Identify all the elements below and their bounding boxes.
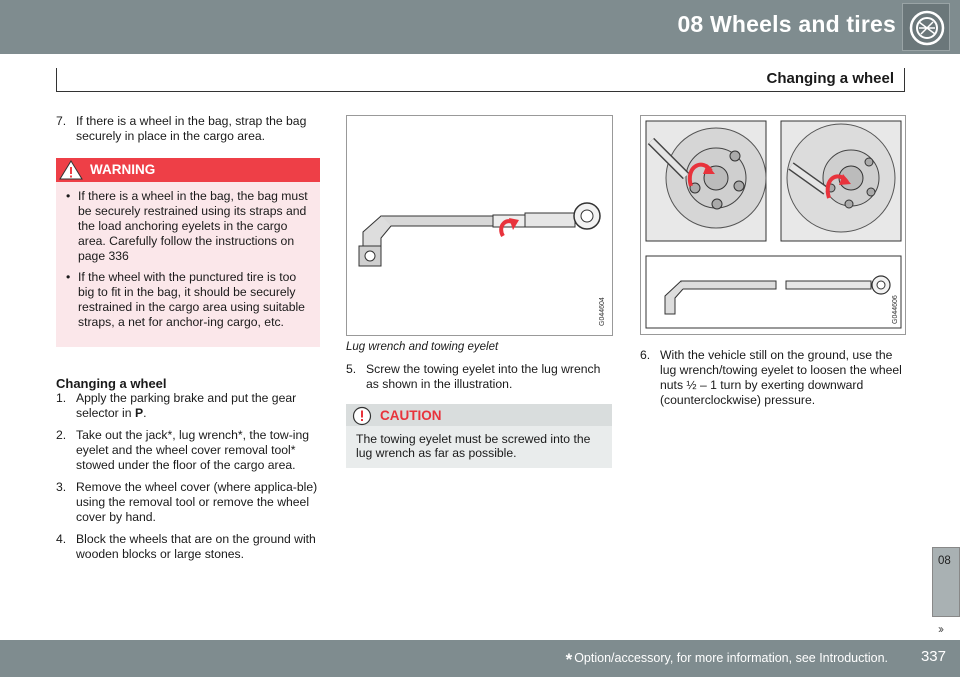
chapter-tab-label: 08 xyxy=(938,555,951,567)
footnote-text: Option/accessory, for more information, see Introduction. xyxy=(574,651,888,665)
chapter-header xyxy=(0,0,960,54)
chapter-title: 08 Wheels and tires xyxy=(677,11,896,37)
warning-icon xyxy=(59,159,83,181)
steps-list xyxy=(56,391,320,569)
page-footer xyxy=(0,640,960,677)
warning-box xyxy=(56,158,320,347)
section-title: Changing a wheel xyxy=(766,70,894,87)
warning-bullet-text: If the wheel with the punctured tire is too big to fit in the bag, it should be securely restrained in the cargo area using suitable straps, a net for anchor-ing cargo, etc. xyxy=(78,270,305,329)
step-number: 6. xyxy=(640,348,651,362)
next-page-arrows[interactable]: ›› xyxy=(938,622,942,636)
step-text: If there is a wheel in the bag, strap the bag securely in place in the cargo area. xyxy=(76,114,307,143)
wheel-nuts-illustration xyxy=(641,116,905,334)
caution-title: CAUTION xyxy=(380,408,442,423)
caution-icon xyxy=(352,406,372,426)
caution-header xyxy=(346,404,612,426)
caution-box xyxy=(346,404,612,468)
wheel-icon xyxy=(902,3,950,51)
figure-caption: Lug wrench and towing eyelet xyxy=(346,341,499,353)
step-number: 1. xyxy=(56,391,67,405)
warning-title: WARNING xyxy=(90,162,156,177)
step-text: Screw the towing eyelet into the lug wrench as shown in the illustration. xyxy=(366,362,601,391)
warning-header xyxy=(56,158,320,182)
gear-position: P xyxy=(134,406,144,420)
figure-code: G044606 xyxy=(892,295,899,324)
step-number: 5. xyxy=(346,362,357,376)
step-1 xyxy=(56,391,320,421)
step-7 xyxy=(56,114,320,151)
step-text: Block the wheels that are on the ground with wooden blocks or large stones. xyxy=(76,532,316,561)
warning-bullet-text: If there is a wheel in the bag, the bag must be securely restrained using its straps and the load anchoring eyelets in the cargo area. Carefully follow the instructions on page 336 xyxy=(78,189,308,263)
step-4 xyxy=(56,532,320,562)
step-text-tail: . xyxy=(143,406,147,420)
step-number: 7. xyxy=(56,114,67,128)
step-6 xyxy=(640,348,906,415)
chapter-tab[interactable] xyxy=(932,547,960,617)
step-text: With the vehicle still on the ground, use the lug wrench/towing eyelet to loosen the wheel nuts ½ – 1 turn by exerting downward (counterclockwise) pressure. xyxy=(660,348,902,407)
step-5 xyxy=(346,362,612,399)
step-number: 4. xyxy=(56,532,67,546)
step-number: 3. xyxy=(56,480,67,494)
subheading: Changing a wheel xyxy=(56,376,167,391)
caution-text: The towing eyelet must be screwed into the lug wrench as far as possible. xyxy=(356,432,591,460)
section-bar xyxy=(56,68,905,92)
footnote xyxy=(566,650,888,670)
step-3 xyxy=(56,480,320,525)
page-number: 337 xyxy=(920,648,946,665)
wheel-nuts-figure xyxy=(640,115,906,335)
warning-bullet: • If the wheel with the punctured tire is too big to fit in the bag, it should be securely restrained in the cargo area using suitable straps, a net for anchor-ing cargo, etc. xyxy=(66,270,305,329)
footnote-asterisk: * xyxy=(565,650,573,669)
step-text: Remove the wheel cover (where applica-ble) using the removal tool or remove the wheel cover by hand. xyxy=(76,480,318,524)
lug-wrench-illustration xyxy=(347,116,612,335)
step-text: Take out the jack*, lug wrench*, the tow-ing eyelet and the wheel cover removal tool* stowed under the floor of the cargo area. xyxy=(76,428,310,472)
step-number: 2. xyxy=(56,428,67,442)
lug-wrench-figure xyxy=(346,115,613,336)
step-2 xyxy=(56,428,320,473)
warning-bullet: • If there is a wheel in the bag, the bag must be securely restrained using its straps and the load anchoring eyelets in the cargo area. Carefully follow the instructions on page 336 xyxy=(66,189,308,263)
figure-code: G044604 xyxy=(599,297,606,326)
step-text: Apply the parking brake and put the gear selector in xyxy=(76,391,297,420)
